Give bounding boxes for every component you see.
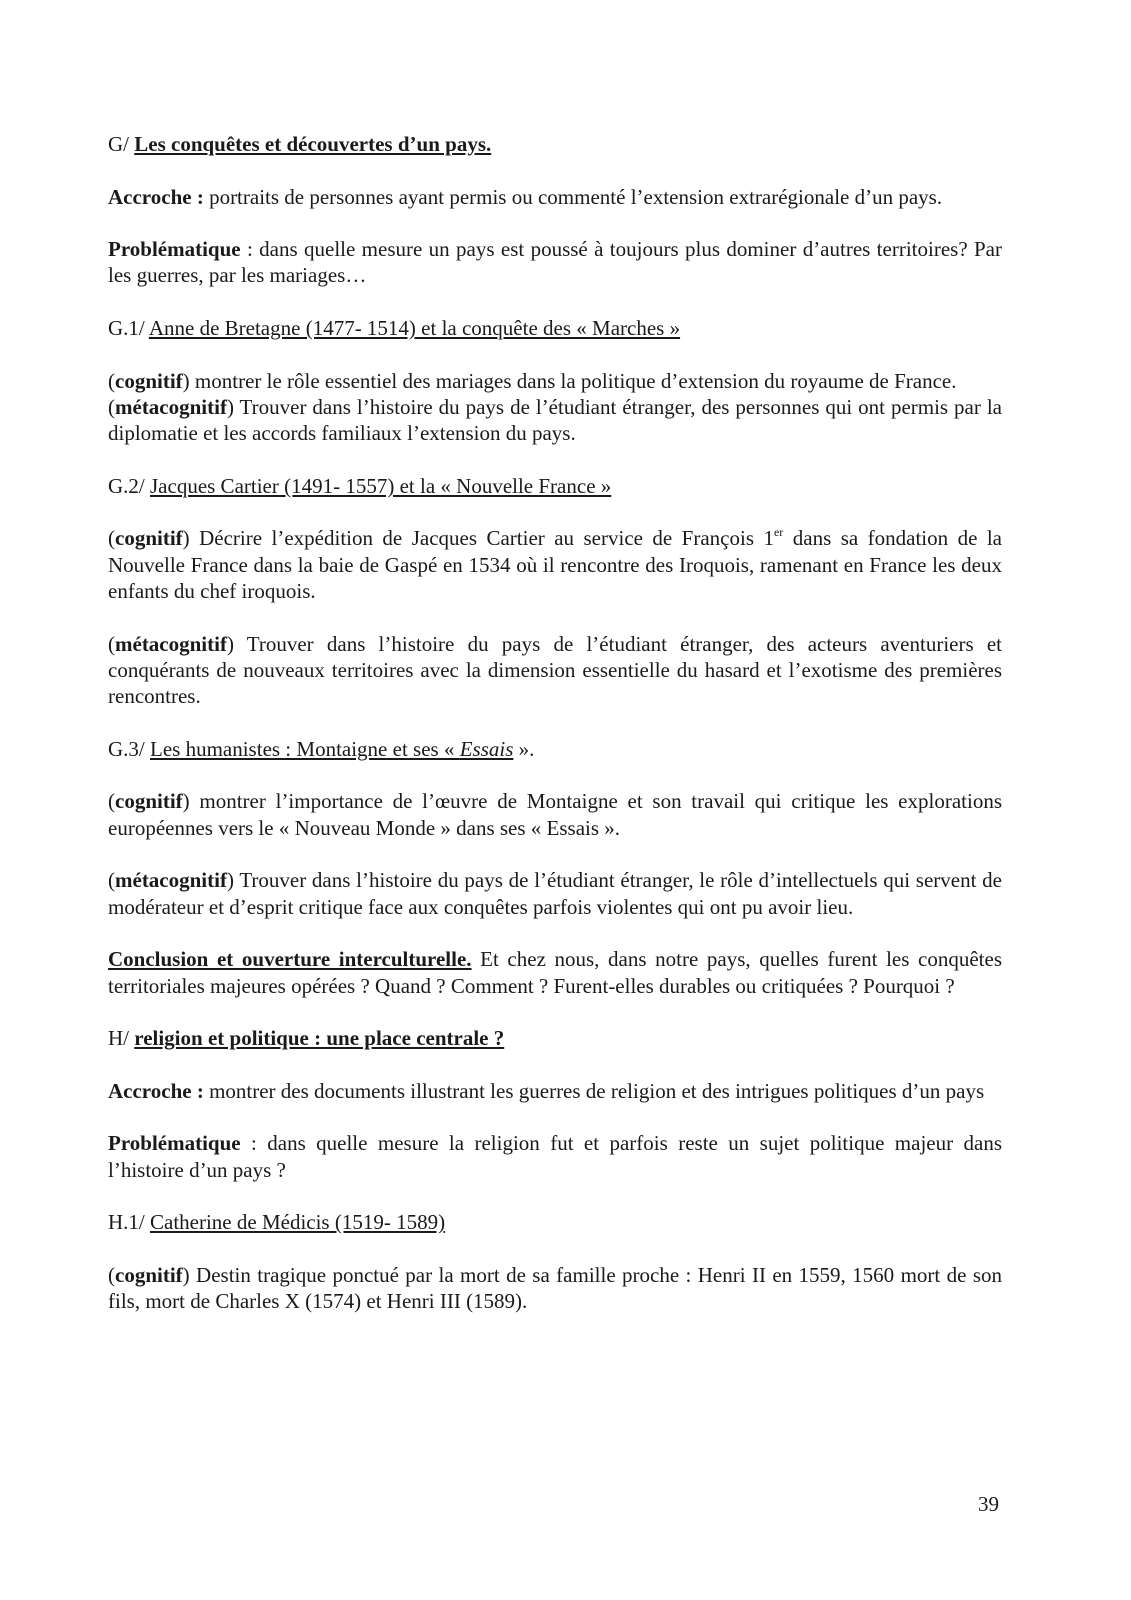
section-h-accroche: Accroche : montrer des documents illustrant les guerres de religion et des intrigues politiques d’un pays [108, 1078, 985, 1103]
section-g-accroche: Accroche : portraits de personnes ayant permis ou commenté l’extension extrarégionale d’un pays. [108, 184, 943, 209]
g3-metacognitif: (métacognitif) Trouver dans l’histoire du pays de l’étudiant étranger, le rôle d’intellectuels qui servent de modérateur et d’esprit critique face aux conquêtes parfois violentes qui ont pu avoir lieu. [108, 868, 1002, 919]
document-page [108, 131, 1002, 1341]
page-number: 39 [978, 1492, 999, 1516]
section-h-problematique: Problématique : dans quelle mesure la religion fut et parfois reste un sujet politique majeur dans l’histoire d’un pays ? [108, 1131, 1002, 1182]
g1-metacognitif: (métacognitif) Trouver dans l’histoire du pays de l’étudiant étranger, des personnes qui ont permis par la diplomatie et les accords familiaux l’extension du pays. [108, 394, 1002, 446]
g2-cognitif: (cognitif) Décrire l’expédition de Jacques Cartier au service de François 1er dans sa fondation de la Nouvelle France dans la baie de Gaspé en 1534 où il rencontre des Iroquois, ramenant en France les deux enfants du chef iroquois. [108, 525, 1003, 604]
section-g-conclusion: Conclusion et ouverture interculturelle. Et chez nous, dans notre pays, quelles furent les conquêtes territoriales majeures opérées ? Quand ? Comment ? Furent-elles durables ou critiquées ? Pourquoi ? [108, 947, 1002, 998]
h1-cognitif: (cognitif) Destin tragique ponctué par la mort de sa famille proche : Henri II en 1559, 1560 mort de son fils, mort de Charles X (1574) et Henri III (1589). [108, 1262, 1002, 1314]
g3-cognitif: (cognitif) montrer l’importance de l’œuvre de Montaigne et son travail qui critique les explorations européennes vers le « Nouveau Monde » dans ses « Essais ». [108, 789, 1002, 840]
g2-heading: G.2/ Jacques Cartier (1491- 1557) et la « Nouvelle France » [108, 473, 612, 498]
section-h-heading: H/ religion et politique : une place centrale ? [108, 1026, 505, 1051]
section-g-problematique: Problématique : dans quelle mesure un pays est poussé à toujours plus dominer d’autres territoires? Par les guerres, par les mariages… [108, 237, 1002, 288]
h1-heading: H.1/ Catherine de Médicis (1519- 1589) [108, 1210, 446, 1235]
g1-heading: G.1/ Anne de Bretagne (1477- 1514) et la conquête des « Marches » [108, 316, 681, 341]
g2-metacognitif: (métacognitif) Trouver dans l’histoire du pays de l’étudiant étranger, des acteurs aventuriers et conquérants de nouveaux territoires avec la dimension essentielle du hasard et l’exotisme des premières rencontres. [108, 631, 1002, 709]
g1-cognitif: (cognitif) montrer le rôle essentiel des mariages dans la politique d’extension du royaume de France. [108, 368, 957, 393]
section-h-title: religion et politique : une place centrale ? [134, 1026, 505, 1051]
g2-title: Jacques Cartier (1491- 1557) et la « Nouvelle France » [150, 473, 612, 498]
h1-title: Catherine de Médicis (1519- 1589) [150, 1210, 446, 1235]
g3-title: Les humanistes : Montaigne et ses « Essais [150, 736, 514, 761]
section-g-heading: G/ Les conquêtes et découvertes d’un pays. [108, 132, 492, 156]
g1-title: Anne de Bretagne (1477- 1514) et la conquête des « Marches » [148, 316, 681, 341]
g3-heading: G.3/ Les humanistes : Montaigne et ses « Essais ». [108, 736, 535, 761]
section-g-title: Les conquêtes et découvertes d’un pays. [134, 132, 492, 156]
